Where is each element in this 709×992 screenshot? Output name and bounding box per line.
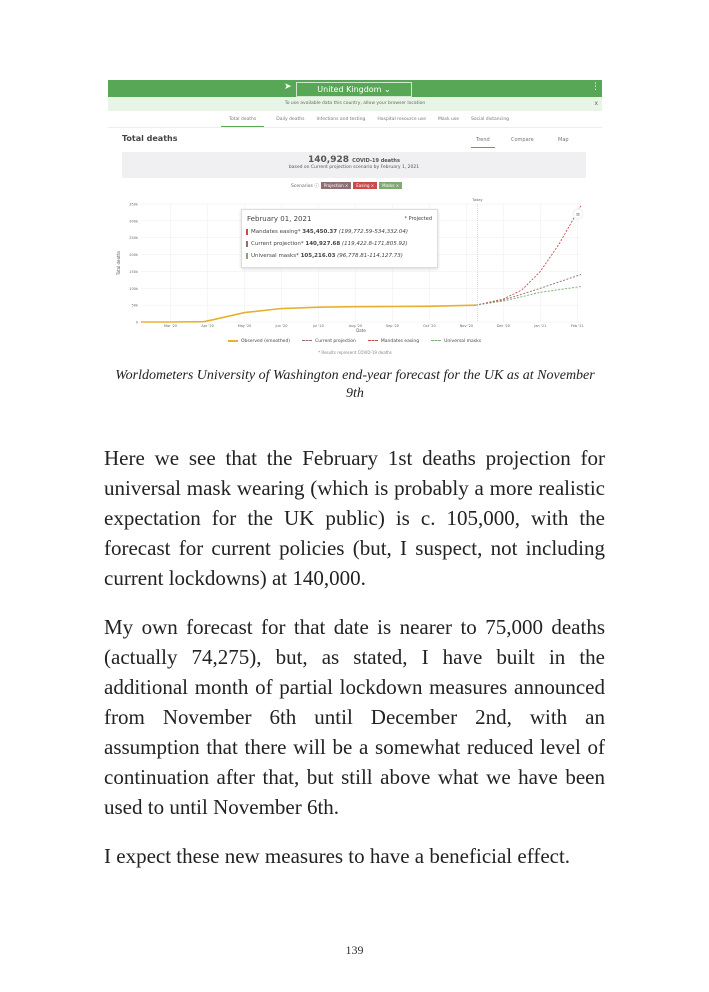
- summary-box: [122, 152, 586, 178]
- tooltip-row-current: [246, 241, 408, 247]
- view-compare[interactable]: Compare: [511, 137, 534, 143]
- row-label: Mandates easing*: [251, 229, 301, 235]
- tooltip-row-masks: [246, 253, 403, 259]
- chip-easing[interactable]: Easing ×: [353, 182, 377, 189]
- paragraph: My own forecast for that date is nearer to 75,000 deaths (actually 74,275), but, as stated, I have built in the additional month of partial lockdown measures announced from November 6th until December 2nd, with an assumption that there will be a somewhat reduced level of continuation after that, but still above what we have been used to until November 6th.: [104, 615, 605, 819]
- row-value: 140,927.68: [305, 241, 341, 247]
- y-tick-label: 100k: [129, 286, 138, 291]
- body-text: [104, 443, 605, 890]
- scenarios-label: Scenarios ⓘ: [291, 183, 319, 189]
- legend-label: Mandates easing: [380, 339, 420, 344]
- summary-number: 140,928: [308, 155, 350, 165]
- scenario-selector[interactable]: [291, 182, 402, 189]
- chip-projection[interactable]: Projection ×: [321, 182, 351, 189]
- y-tick-label: 300k: [129, 219, 138, 224]
- section-title: Total deaths: [122, 134, 178, 143]
- tab-mask-use[interactable]: Mask use: [438, 117, 459, 122]
- series-line-observed-smoothed-: [141, 305, 476, 322]
- paragraph: Here we see that the February 1st deaths projection for universal mask wearing (which is probably a more realistic expectation for the UK public) is c. 105,000, with the forecast for current policies (but, I suspect, not including current lockdowns) at 140,000.: [104, 446, 605, 590]
- close-icon[interactable]: x: [594, 100, 598, 107]
- chip-masks[interactable]: Masks ×: [379, 182, 402, 189]
- row-range: (96,778.81-114,127.73): [337, 253, 403, 259]
- x-tick-label: Jul '20: [313, 324, 324, 328]
- tab-daily-deaths[interactable]: Daily deaths: [276, 117, 305, 122]
- y-tick-label: 250k: [129, 236, 138, 241]
- country-bar: [108, 80, 602, 97]
- tabs: [108, 111, 602, 128]
- legend-label: Universal masks: [444, 339, 482, 344]
- chart-footnote: * Results represent COVID-19 deaths: [318, 350, 392, 355]
- y-axis-label: Total deaths: [116, 250, 121, 276]
- chart-tooltip: [241, 209, 438, 268]
- x-tick-label: Oct '20: [423, 324, 436, 328]
- row-range: (119,422.8-171,805.92): [341, 241, 408, 247]
- series-line-mandates-easing: [476, 206, 581, 306]
- y-tick-label: 200k: [129, 253, 138, 258]
- y-tick-label: 350k: [129, 202, 138, 207]
- x-tick-label: Aug '20: [348, 324, 363, 328]
- tab-social-distancing[interactable]: Social distancing: [471, 117, 510, 122]
- x-tick-label: Jun '20: [275, 324, 288, 328]
- legend-current[interactable]: [302, 339, 356, 344]
- embedded-screenshot: [108, 78, 602, 359]
- location-notice: [108, 97, 602, 111]
- series-line-current-projection: [476, 274, 581, 305]
- x-tick-label: Feb '21: [570, 324, 584, 328]
- today-label: Today: [472, 198, 483, 202]
- tab-infections[interactable]: Infections and testing: [316, 117, 366, 122]
- y-tick-label: 0: [135, 320, 138, 325]
- tab-hospital[interactable]: Hospital resource use: [377, 117, 426, 122]
- row-value: 105,216.03: [300, 253, 336, 259]
- legend-label: Current projection: [315, 339, 356, 344]
- x-tick-label: May '20: [237, 324, 252, 328]
- notice-text: To use available data this country, allow your browser location: [284, 101, 426, 106]
- location-icon[interactable]: ➤: [284, 82, 292, 92]
- view-trend[interactable]: Trend: [471, 137, 495, 148]
- summary-subtitle: based on Current projection scenario by February 1, 2021: [288, 165, 420, 170]
- country-select[interactable]: United Kingdom ⌄: [296, 82, 412, 97]
- y-tick-label: 50k: [131, 303, 138, 308]
- menu-icon[interactable]: ⋮: [591, 82, 600, 92]
- figure-caption: Worldometers University of Washington end-year forecast for the UK as at November 9th: [115, 368, 595, 401]
- paragraph: I expect these new measures to have a beneficial effect.: [104, 844, 571, 868]
- legend-mandates[interactable]: [368, 339, 419, 344]
- x-axis-label: Date: [356, 328, 366, 333]
- x-tick-label: Nov '20: [459, 324, 474, 328]
- view-map[interactable]: Map: [558, 137, 569, 143]
- tooltip-projected: * Projected: [404, 216, 432, 222]
- x-tick-label: Dec '20: [496, 324, 511, 328]
- x-tick-label: Mar '20: [164, 324, 178, 328]
- row-value: 345,450.37: [302, 229, 338, 235]
- tooltip-row-mandates: [246, 229, 408, 235]
- legend-observed[interactable]: [228, 339, 290, 344]
- page-number: 139: [345, 943, 364, 957]
- summary-unit: COVID-19 deaths: [352, 158, 400, 164]
- y-tick-label: 150k: [129, 269, 138, 274]
- row-label: Current projection*: [251, 241, 304, 247]
- series-line-universal-masks: [476, 287, 581, 306]
- x-tick-label: Jan '21: [534, 324, 547, 328]
- row-range: (199,772.59-534,332.04): [338, 229, 409, 235]
- row-label: Universal masks*: [251, 253, 299, 259]
- tooltip-date: February 01, 2021: [247, 215, 312, 223]
- x-tick-label: Apr '20: [201, 324, 214, 328]
- tab-total-deaths[interactable]: Total deaths: [221, 117, 264, 127]
- legend-label: Observed (smoothed): [241, 339, 291, 344]
- chart-legend: [228, 339, 481, 344]
- legend-masks[interactable]: [431, 339, 481, 344]
- x-tick-label: Sep '20: [385, 324, 399, 328]
- country-name: United Kingdom: [317, 85, 382, 94]
- hamburger-icon: ≡: [575, 212, 581, 218]
